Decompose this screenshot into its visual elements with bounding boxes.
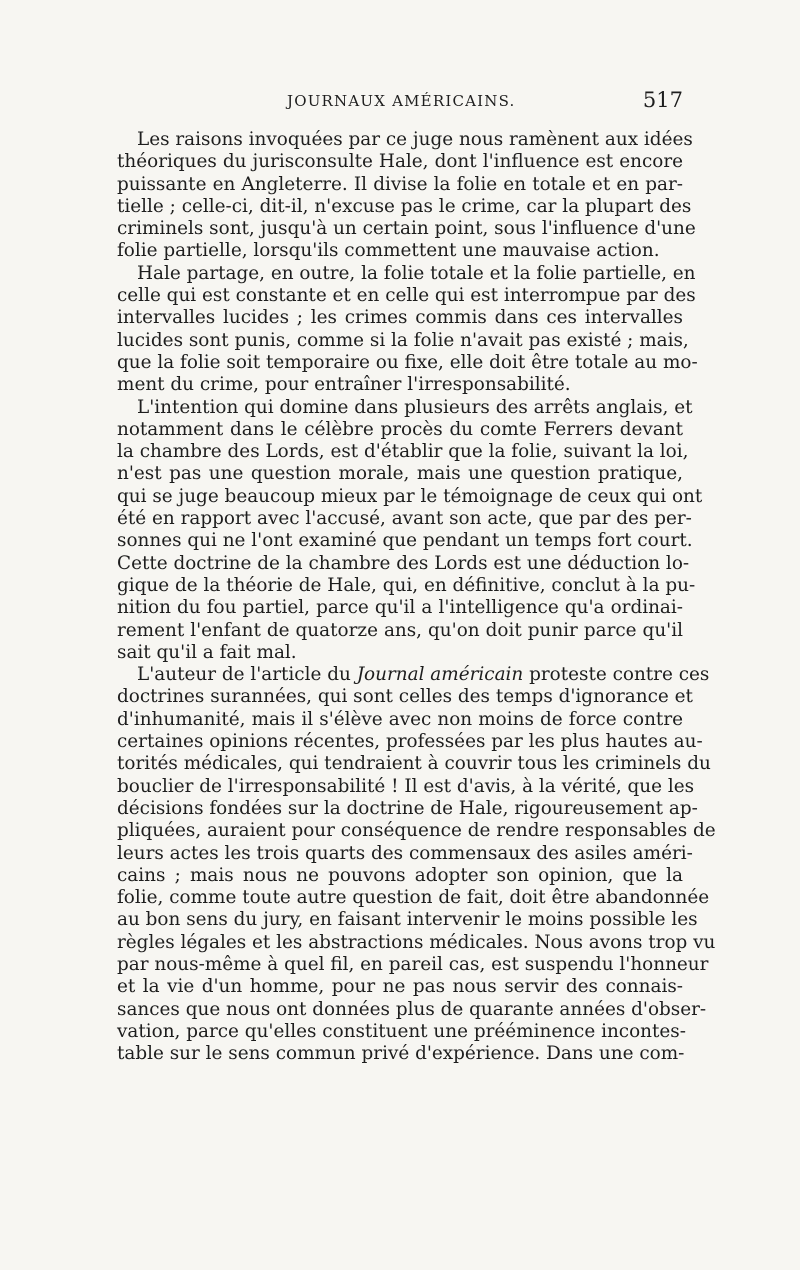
body-text [117,129,716,1065]
line-segment: L'auteur de l'article du [137,664,357,686]
text-line: bouclier de l'irresponsabilité ! Il est d'avis, à la vérité, que les [117,775,695,797]
text-line: intervalles lucides ; les crimes commis dans ces intervalles [117,307,683,329]
text-line: gique de la théorie de Hale, qui, en définitive, conclut à la pu- [117,574,696,596]
text-line: d'inhumanité, mais il s'élève avec non moins de force contre [117,708,683,730]
text-line: vation, parce qu'elles constituent une prééminence incontes- [117,1020,686,1042]
text-line: doctrines surannées, qui sont celles des temps d'ignorance et [117,686,693,708]
text-line: criminels sont, jusqu'à un certain point, sous l'influence d'une [117,218,696,240]
journal-title-italic: Journal américain [356,664,524,686]
text-line: folie, comme toute autre question de fait, doit être abandonnée [117,887,710,909]
text-line: celle qui est constante et en celle qui est interrompue par des [117,285,696,307]
text-line: lucides sont punis, comme si la folie n'avait pas existé ; mais, [117,329,689,351]
text-line: la chambre des Lords, est d'établir que la folie, suivant la loi, [117,441,689,463]
text-line: sonnes qui ne l'ont examiné que pendant un temps fort court. [117,530,693,552]
text-line: sances que nous ont données plus de quarante années d'obser- [117,998,707,1020]
text-line: n'est pas une question morale, mais une question pratique, [117,463,683,485]
text-line: notamment dans le célèbre procès du comte Ferrers devant [117,418,683,440]
text-line: et la vie d'un homme, pour ne pas nous servir des connais- [117,976,683,998]
text-line: L'intention qui domine dans plusieurs des arrêts anglais, et [137,396,693,418]
text-line: cains ; mais nous ne pouvons adopter son opinion, que la [117,864,683,886]
text-line: théoriques du jurisconsulte Hale, dont l'influence est encore [117,151,683,173]
text-line: sait qu'il a fait mal. [117,641,297,663]
text-line: par nous-même à quel fil, en pareil cas, est suspendu l'honneur [117,953,709,975]
text-line [117,664,710,686]
text-line: au bon sens du jury, en faisant intervenir le moins possible les [117,909,698,931]
text-line: rement l'enfant de quatorze ans, qu'on doit punir parce qu'il [117,619,683,641]
text-line: tielle ; celle-ci, dit-il, n'excuse pas le crime, car la plupart des [117,195,692,217]
text-line: que la folie soit temporaire ou fixe, elle doit être totale au mo- [117,351,698,373]
text-line: torités médicales, qui tendraient à couvrir tous les criminels du [117,753,711,775]
text-line: ment du crime, pour entraîner l'irresponsabilité. [117,374,571,396]
text-line: règles légales et les abstractions médicales. Nous avons trop vu [117,931,716,953]
text-line: table sur le sens commun privé d'expérience. Dans une com- [117,1043,685,1065]
text-line: nition du fou partiel, parce qu'il a l'intelligence qu'a ordinai- [117,597,683,619]
text-line: Les raisons invoquées par ce juge nous ramènent aux idées [137,129,693,150]
text-line: pliquées, auraient pour conséquence de rendre responsables de [117,820,716,842]
text-line: décisions fondées sur la doctrine de Hale, rigoureusement ap- [117,797,698,819]
text-line: été en rapport avec l'accusé, avant son acte, que par des per- [117,508,692,530]
text-line: folie partielle, lorsqu'ils commettent une mauvaise action. [117,240,660,262]
text-line: puissante en Angleterre. Il divise la folie en totale et en par- [117,173,683,195]
text-line: Hale partage, en outre, la folie totale et la folie partielle, en [137,262,696,284]
text-line: Cette doctrine de la chambre des Lords est une déduction lo- [117,552,690,574]
page-number: 517 [642,88,683,112]
text-line: qui se juge beaucoup mieux par le témoignage de ceux qui ont [117,485,703,507]
running-title: JOURNAUX AMÉRICAINS. [287,92,516,110]
text-line: certaines opinions récentes, professées par les plus hautes au- [117,731,703,753]
running-header [117,88,683,120]
text-line: leurs actes les trois quarts des commensaux des asiles améri- [117,842,693,864]
line-segment: proteste contre ces [523,664,710,686]
